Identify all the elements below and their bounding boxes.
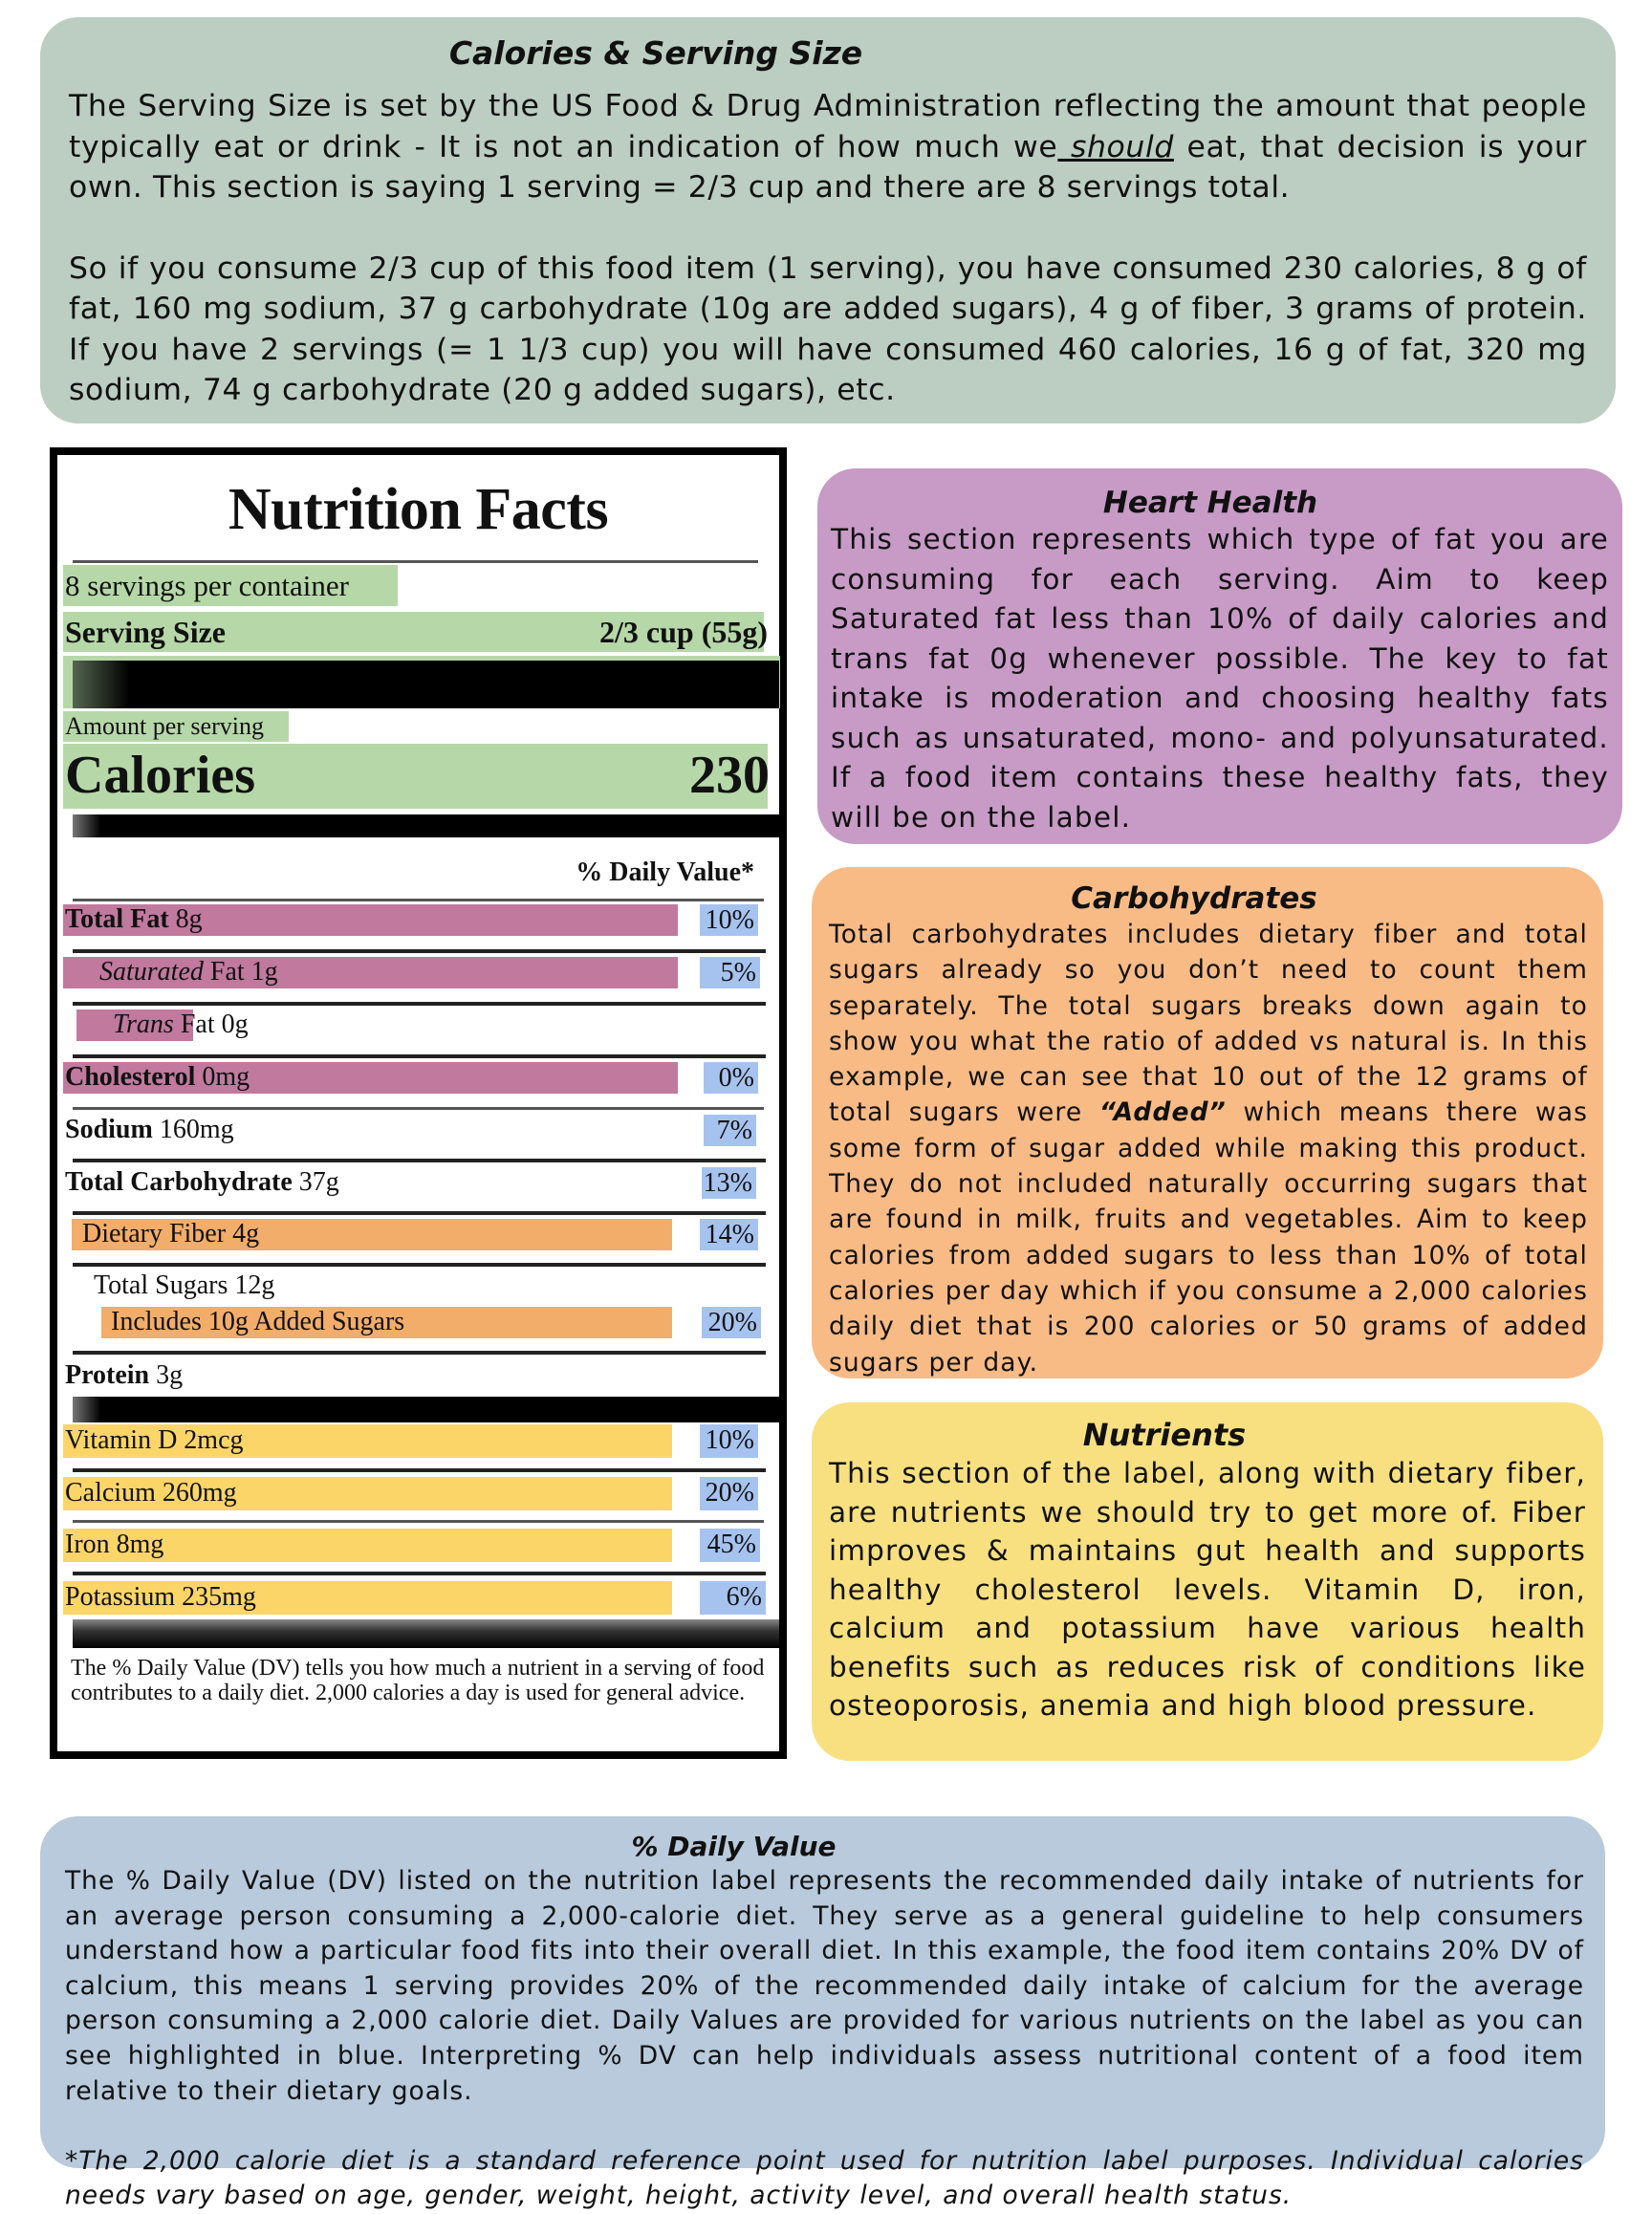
row-vitamin-d: Vitamin D 2mcg <box>65 1425 244 1455</box>
nutrients-body: This section of the label, along with dietary fiber, are nutrients we should try to get more of. Fiber improves & maintains gut health and supports healthy cholesterol levels. Vitamin D, iron, calcium and potassium have various health benefits such as reduces risk of conditions like osteoporosis, anemia and high blood pressure. <box>829 1457 1586 1722</box>
nutrition-facts-label <box>50 447 787 1759</box>
dv-added-sugars: 20% <box>702 1307 761 1338</box>
thick-divider <box>73 1619 779 1648</box>
dv-total-fat: 10% <box>700 904 758 936</box>
carbohydrates-body: Total carbohydrates includes dietary fiber and total sugars already so you don’t need to count them separately. The total sugars breaks down again to show you what the ratio of added vs natural is. In this example, we can see that 10 out of the 12 grams of total sugars were “Added” which means there was some form of sugar added while making this product. They do not included naturally occurring sugars that are found in milk, fruits and vegetables. Aim to keep calories from added sugars to less than 10% of total calories per day which if you consume a 2,000 calories daily diet that is 200 calories or 50 grams of added sugars per day. <box>829 920 1589 1378</box>
card-title: Nutrients <box>1082 1417 1247 1453</box>
card-title: Calories & Serving Size <box>448 34 863 72</box>
serving-size-label: Serving Size <box>65 615 226 649</box>
nutrients-card <box>812 1402 1603 1761</box>
row-calcium: Calcium 260mg <box>65 1478 237 1508</box>
dv-dietary-fiber: 14% <box>700 1219 758 1250</box>
row-added-sugars: Includes 10g Added Sugars <box>111 1307 405 1336</box>
divider <box>73 1002 766 1006</box>
label-footnote: The % Daily Value (DV) tells you how much a nutrient in a serving of food contributes to a daily diet. 2,000 calories a day is used for general advice. <box>71 1656 765 1705</box>
label-title: Nutrition Facts <box>228 477 609 542</box>
divider <box>73 1107 764 1110</box>
calories-serving-size-card <box>40 17 1616 423</box>
dv-potassium: 6% <box>700 1581 766 1615</box>
divider <box>73 1468 766 1472</box>
divider <box>73 1211 766 1215</box>
thick-divider <box>73 1397 779 1422</box>
row-total-fat: Total Fat 8g <box>65 904 203 934</box>
daily-value-card <box>40 1816 1605 2211</box>
dv-iron: 45% <box>700 1529 760 1562</box>
card-title: % Daily Value <box>631 1831 837 1862</box>
thick-divider <box>73 661 779 708</box>
card-title: Carbohydrates <box>1071 881 1317 916</box>
dv-sodium: 7% <box>704 1115 756 1146</box>
carbohydrates-card <box>812 867 1603 1378</box>
calories-label: Calories <box>65 746 256 805</box>
divider <box>73 1351 766 1355</box>
dv-saturated-fat: 5% <box>700 957 760 988</box>
emphasis-added: “Added” <box>1098 1097 1227 1128</box>
divider <box>73 560 758 563</box>
divider <box>73 1054 766 1058</box>
daily-value-header: % Daily Value* <box>576 857 754 887</box>
dv-calcium: 20% <box>700 1477 758 1510</box>
dv-vitamin-d: 10% <box>700 1424 758 1458</box>
card-title: Heart Health <box>1102 486 1318 520</box>
row-iron: Iron 8mg <box>65 1530 164 1559</box>
divider <box>73 1159 766 1162</box>
heart-health-body: This section represents which type of fat you are consuming for each serving. Aim to keep Saturated fat less than 10% of daily calories and trans fat 0g whenever possible. The key to fat intake is moderation and choosing healthy fats such as unsaturated, mono- and polyunsaturated. If a food item contains these healthy fats, they will be on the label. <box>831 523 1609 834</box>
row-dietary-fiber: Dietary Fiber 4g <box>82 1219 260 1248</box>
divider <box>73 899 764 901</box>
row-total-carbohydrate: Total Carbohydrate 37g <box>65 1167 339 1197</box>
daily-value-note: *The 2,000 calorie diet is a standard reference point used for nutrition label purposes. Individual calories needs vary based on age, gender, weight, height, activity level, and overall health status. <box>65 2145 1584 2211</box>
divider <box>73 1263 766 1267</box>
amount-per-serving: Amount per serving <box>65 712 264 740</box>
row-cholesterol: Cholesterol 0mg <box>65 1062 250 1092</box>
daily-value-body: The % Daily Value (DV) listed on the nutrition label represents the recommended daily intake of nutrients for an average person consuming a 2,000-calorie diet. They serve as a general guideline to help consumers understand how a particular food fits into their overall diet. In this example, the food item contains 20% DV of calcium, this means 1 serving provides 20% of the recommended daily intake of calcium for the average person consuming a 2,000 calorie diet. Daily Values are provided for various nutrients on the label as you can see highlighted in blue. Interpreting % DV can help individuals assess nutritional content of a food item relative to their dietary goals. <box>65 1866 1584 2106</box>
row-protein: Protein 3g <box>65 1360 184 1390</box>
row-saturated-fat: Saturated Fat 1g <box>99 957 278 987</box>
calories-value: 230 <box>689 746 770 805</box>
serving-size-value: 2/3 cup (55g) <box>599 615 768 649</box>
serving-explanation: The Serving Size is set by the US Food & Drug Administration reflecting the amount that people typically eat or drink - It is not an indication of how much we should eat, that decision is your own. This section is saying 1 serving = 2/3 cup and there are 8 servings total. <box>69 89 1587 205</box>
divider <box>73 1520 764 1523</box>
dv-total-carbohydrate: 13% <box>702 1167 756 1199</box>
row-sodium: Sodium 160mg <box>65 1115 234 1144</box>
serving-example: So if you consume 2/3 cup of this food item (1 serving), you have consumed 230 calories, 8 g of fat, 160 mg sodium, 37 g carbohydrate (10g are added sugars), 4 g of fiber, 3 grams of protein. If you have 2 servings (= 1 1/3 cup) you will have consumed 460 calories, 16 g of fat, 320 mg sodium, 74 g carbohydrate (20 g added sugars), etc. <box>69 250 1587 407</box>
row-trans-fat: Trans Fat 0g <box>113 1009 249 1039</box>
emphasis-should: should <box>1057 129 1174 164</box>
dv-cholesterol: 0% <box>704 1062 758 1094</box>
heart-health-card <box>817 468 1622 844</box>
thick-divider <box>73 814 779 837</box>
divider <box>73 1572 766 1575</box>
divider <box>73 949 766 953</box>
row-potassium: Potassium 235mg <box>65 1582 256 1612</box>
servings-per-container: 8 servings per container <box>65 569 349 602</box>
row-total-sugars: Total Sugars 12g <box>94 1270 275 1300</box>
